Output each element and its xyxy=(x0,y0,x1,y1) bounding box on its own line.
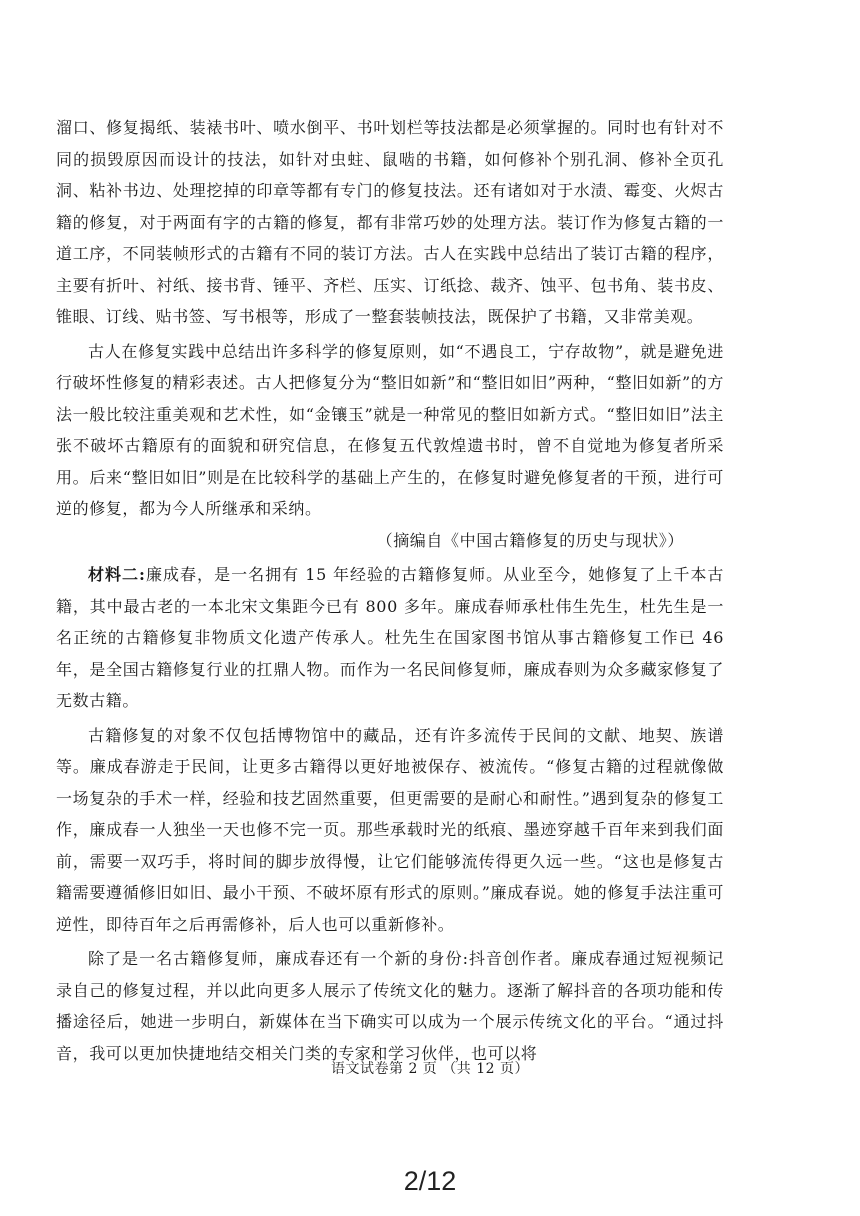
paragraph-1: 溜口、修复揭纸、装裱书叶、喷水倒平、书叶划栏等技法都是必须掌握的。同时也有针对不同的损毁原因而设计的技法，如针对虫蛀、鼠啮的书籍，如何修补个别孔洞、修补全页孔洞、粘补书边、处理挖掉的印章等都有专门的修复技法。还有诸如对于水渍、霉变、火烬古籍的修复，对于两面有字的古籍的修复，都有非常巧妙的处理方法。装订作为修复古籍的一道工序，不同装帧形式的古籍有不同的装订方法。古人在实践中总结出了装订古籍的程序，主要有折叶、衬纸、接书背、锤平、齐栏、压实、订纸捻、裁齐、蚀平、包书角、装书皮、锥眼、订线、贴书签、写书根等，形成了一整套装帧技法，既保护了书籍，又非常美观。 xyxy=(56,118,724,326)
paragraph-2: 古人在修复实践中总结出许多科学的修复原则，如“不遇良工，宁存故物”，就是避免进行破坏性修复的精彩表述。古人把修复分为“整旧如新”和“整旧如旧”两种，“整旧如新”的方法一般比较注重美观和艺术性，如“金镶玉”就是一种常见的整旧如新方式。“整旧如旧”法主张不破坏古籍原有的面貌和研究信息，在修复五代敦煌遗书时，曾不自觉地为修复者所采用。后来“整旧如旧”则是在比较科学的基础上产生的，在修复时避免修复者的干预，进行可逆的修复，都为今人所继承和采纳。 xyxy=(56,341,724,518)
paragraph-material-two xyxy=(56,559,724,717)
material-two-text: 廉成春，是一名拥有 15 年经验的古籍修复师。从业至今，她修复了上千本古籍，其中最古老的一本北宋文集距今已有 800 多年。廉成春师承杜伟生先生，杜先生是一名正统的古籍修复非物质文化遗产传承人。杜先生在国家图书馆从事古籍修复工作已 46 年，是全国古籍修复行业的扛鼎人物。而作为一名民间修复师，廉成春则为众多藏家修复了无数古籍。 xyxy=(56,565,724,710)
paragraph-4: 古籍修复的对象不仅包括博物馆中的藏品，还有许多流传于民间的文献、地契、族谱等。廉成春游走于民间，让更多古籍得以更好地被保存、被流传。“修复古籍的过程就像做一场复杂的手术一样，经验和技艺固然重要，但更需要的是耐心和耐性。”遇到复杂的修复工作，廉成春一人独坐一天也修不完一页。那些承载时光的纸痕、墨迹穿越千百年来到我们面前，需要一双巧手，将时间的脚步放得慢，让它们能够流传得更久远一些。“这也是修复古籍需要遵循修旧如旧、最小干预、不破坏原有形式的原则。”廉成春说。她的修复手法注重可逆性，即待百年之后再需修补，后人也可以重新修补。 xyxy=(56,725,724,934)
page-number-indicator: 2/12 xyxy=(403,1166,457,1196)
material-label: 材料二: xyxy=(88,565,146,584)
source-citation: （摘编自《中国古籍修复的历史与现状》） xyxy=(376,530,684,550)
paragraph-5: 除了是一名古籍修复师，廉成春还有一个新的身份:抖音创作者。廉成春通过短视频记录自己的修复过程，并以此向更多人展示了传统文化的魅力。逐渐了解抖音的各项功能和传播途径后，她进一步明白，新媒体在当下确实可以成为一个展示传统文化的平台。“通过抖音，我可以更加快捷地结交相关门类的专家和学习伙伴，也可以将 xyxy=(56,949,724,1063)
article-body xyxy=(56,112,724,1069)
page-footer: 语文试卷第 2 页 （共 12 页） xyxy=(331,1061,529,1077)
